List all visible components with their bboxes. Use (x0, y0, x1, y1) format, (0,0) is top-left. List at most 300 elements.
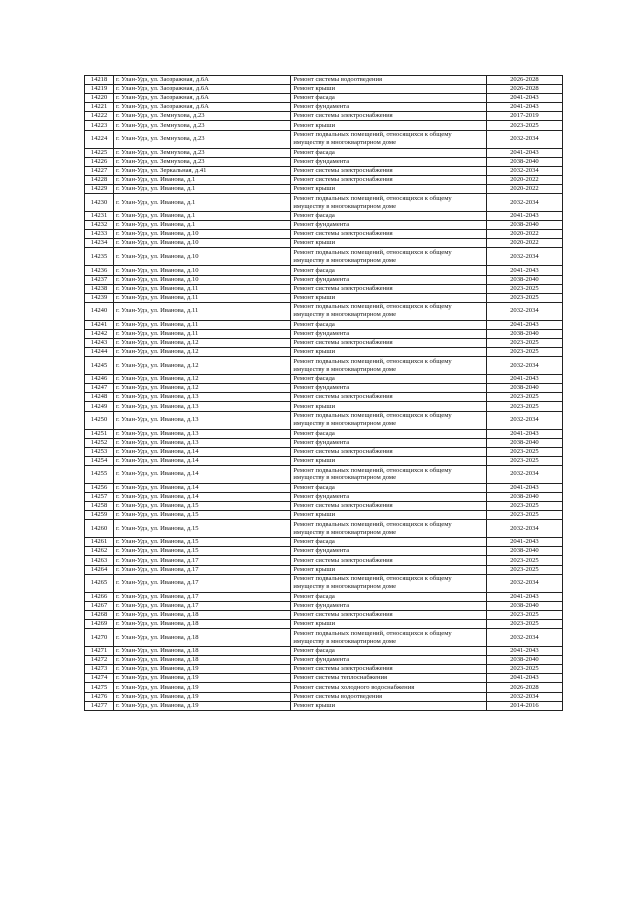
row-address: г. Улан-Удэ, ул. Иванова, д.15 (114, 538, 291, 547)
row-period: 2032-2034 (486, 357, 562, 375)
row-address: г. Улан-Удэ, ул. Иванова, д.11 (114, 302, 291, 320)
row-address: г. Улан-Удэ, ул. Иванова, д.1 (114, 221, 291, 230)
row-work-type (291, 629, 486, 647)
row-id: 14239 (85, 293, 114, 302)
row-id: 14276 (85, 692, 114, 701)
row-id: 14228 (85, 175, 114, 184)
row-address: г. Улан-Удэ, ул. Иванова, д.13 (114, 393, 291, 402)
row-period: 2023-2025 (486, 502, 562, 511)
row-work-type: Ремонт фасада (291, 538, 486, 547)
row-address: г. Улан-Удэ, ул. Иванова, д.14 (114, 465, 291, 483)
row-work-type-text: Ремонт подвальных помещений, относящихся к общему имуществу в многоквартирном доме (293, 520, 452, 536)
row-period: 2017-2019 (486, 112, 562, 121)
row-work-type (291, 520, 486, 538)
row-address: г. Улан-Удэ, ул. Иванова, д.11 (114, 329, 291, 338)
row-work-type-text: Ремонт подвальных помещений, относящихся к общему имуществу в многоквартирном доме (293, 249, 452, 264)
row-address: г. Улан-Удэ, ул. Иванова, д.19 (114, 674, 291, 683)
row-work-type-text: Ремонт подвальных помещений, относящихся к общему имуществу в многоквартирном доме (293, 466, 452, 482)
row-address: г. Улан-Удэ, ул. Иванова, д.14 (114, 483, 291, 492)
row-id: 14271 (85, 647, 114, 656)
row-id: 14245 (85, 357, 114, 375)
row-work-type: Ремонт фасада (291, 266, 486, 275)
row-address: г. Улан-Удэ, ул. Заозражная, д.6А (114, 103, 291, 112)
row-address: г. Улан-Удэ, ул. Иванова, д.13 (114, 411, 291, 429)
row-address: г. Улан-Удэ, ул. Заозражная, д.6А (114, 76, 291, 85)
row-id: 14221 (85, 103, 114, 112)
row-id: 14219 (85, 85, 114, 94)
row-period: 2026-2028 (486, 85, 562, 94)
row-period: 2032-2034 (486, 130, 562, 148)
row-id: 14237 (85, 275, 114, 284)
table-row (85, 429, 563, 438)
row-period: 2038-2040 (486, 438, 562, 447)
row-address: г. Улан-Удэ, ул. Иванова, д.12 (114, 384, 291, 393)
table-row (85, 447, 563, 456)
row-address: г. Улан-Удэ, ул. Зеркальная, д.41 (114, 166, 291, 175)
row-address: г. Улан-Удэ, ул. Иванова, д.14 (114, 447, 291, 456)
row-period: 2041-2043 (486, 592, 562, 601)
row-work-type-text: Ремонт подвальных помещений, относящихся к общему имуществу в многоквартирном доме (293, 131, 452, 147)
table-row (85, 275, 563, 284)
table-row (85, 456, 563, 465)
row-work-type (291, 194, 486, 212)
row-work-type: Ремонт фундамента (291, 157, 486, 166)
row-id: 14274 (85, 674, 114, 683)
row-period: 2041-2043 (486, 266, 562, 275)
row-id: 14270 (85, 629, 114, 647)
row-period: 2023-2025 (486, 348, 562, 357)
row-address: г. Улан-Удэ, ул. Иванова, д.17 (114, 556, 291, 565)
row-work-type (291, 248, 486, 266)
row-address: г. Улан-Удэ, ул. Иванова, д.13 (114, 402, 291, 411)
row-work-type: Ремонт крыши (291, 402, 486, 411)
row-id: 14269 (85, 619, 114, 628)
table-row (85, 592, 563, 601)
row-address: г. Улан-Удэ, ул. Земнухова, д.23 (114, 157, 291, 166)
row-address: г. Улан-Удэ, ул. Иванова, д.17 (114, 601, 291, 610)
row-work-type: Ремонт крыши (291, 348, 486, 357)
row-id: 14250 (85, 411, 114, 429)
row-id: 14242 (85, 329, 114, 338)
row-period: 2014-2016 (486, 701, 562, 710)
row-id: 14247 (85, 384, 114, 393)
row-period: 2023-2025 (486, 565, 562, 574)
row-work-type: Ремонт фасада (291, 429, 486, 438)
table-row (85, 502, 563, 511)
row-address: г. Улан-Удэ, ул. Иванова, д.17 (114, 565, 291, 574)
row-work-type: Ремонт системы электроснабжения (291, 166, 486, 175)
table-row (85, 94, 563, 103)
row-work-type: Ремонт фасада (291, 483, 486, 492)
row-work-type: Ремонт системы электроснабжения (291, 230, 486, 239)
row-id: 14273 (85, 665, 114, 674)
row-period: 2032-2034 (486, 411, 562, 429)
row-period: 2041-2043 (486, 94, 562, 103)
row-id: 14240 (85, 302, 114, 320)
row-address: г. Улан-Удэ, ул. Заозражная, д.6А (114, 94, 291, 103)
row-address: г. Улан-Удэ, ул. Иванова, д.10 (114, 248, 291, 266)
row-period: 2020-2022 (486, 239, 562, 248)
row-work-type: Ремонт системы водоотведения (291, 692, 486, 701)
table-row (85, 393, 563, 402)
row-work-type: Ремонт фундамента (291, 547, 486, 556)
row-id: 14230 (85, 194, 114, 212)
row-address: г. Улан-Удэ, ул. Иванова, д.10 (114, 239, 291, 248)
row-work-type: Ремонт фасада (291, 94, 486, 103)
row-address: г. Улан-Удэ, ул. Иванова, д.12 (114, 357, 291, 375)
row-period: 2032-2034 (486, 520, 562, 538)
row-id: 14243 (85, 338, 114, 347)
table-row (85, 610, 563, 619)
row-id: 14257 (85, 493, 114, 502)
row-id: 14264 (85, 565, 114, 574)
row-work-type: Ремонт фасада (291, 647, 486, 656)
row-address: г. Улан-Удэ, ул. Иванова, д.1 (114, 175, 291, 184)
row-work-type (291, 465, 486, 483)
table-row (85, 76, 563, 85)
table-row (85, 483, 563, 492)
row-work-type: Ремонт фундамента (291, 384, 486, 393)
row-period: 2038-2040 (486, 656, 562, 665)
table-row (85, 384, 563, 393)
table-row (85, 692, 563, 701)
repair-schedule-table (84, 75, 563, 711)
row-id: 14277 (85, 701, 114, 710)
table-row (85, 556, 563, 565)
row-address: г. Улан-Удэ, ул. Иванова, д.1 (114, 194, 291, 212)
row-period: 2023-2025 (486, 293, 562, 302)
row-address: г. Улан-Удэ, ул. Иванова, д.13 (114, 429, 291, 438)
row-address: г. Улан-Удэ, ул. Иванова, д.10 (114, 266, 291, 275)
row-work-type-text: Ремонт подвальных помещений, относящихся к общему имуществу в многоквартирном доме (293, 412, 452, 428)
row-work-type: Ремонт фундамента (291, 601, 486, 610)
row-id: 14267 (85, 601, 114, 610)
row-address: г. Улан-Удэ, ул. Иванова, д.12 (114, 375, 291, 384)
row-id: 14260 (85, 520, 114, 538)
row-period: 2032-2034 (486, 302, 562, 320)
row-work-type: Ремонт системы холодного водоснабжения (291, 683, 486, 692)
row-address: г. Улан-Удэ, ул. Земнухова, д.23 (114, 112, 291, 121)
row-id: 14218 (85, 76, 114, 85)
row-period: 2023-2025 (486, 121, 562, 130)
row-work-type: Ремонт крыши (291, 293, 486, 302)
table-row (85, 674, 563, 683)
row-address: г. Улан-Удэ, ул. Иванова, д.18 (114, 629, 291, 647)
row-id: 14232 (85, 221, 114, 230)
row-work-type: Ремонт системы электроснабжения (291, 112, 486, 121)
row-address: г. Улан-Удэ, ул. Иванова, д.1 (114, 184, 291, 193)
row-address: г. Улан-Удэ, ул. Заозражная, д.6А (114, 85, 291, 94)
row-id: 14256 (85, 483, 114, 492)
row-period: 2041-2043 (486, 375, 562, 384)
row-address: г. Улан-Удэ, ул. Иванова, д.15 (114, 511, 291, 520)
row-id: 14220 (85, 94, 114, 103)
row-period: 2038-2040 (486, 493, 562, 502)
table-row (85, 175, 563, 184)
row-address: г. Улан-Удэ, ул. Иванова, д.1 (114, 212, 291, 221)
row-address: г. Улан-Удэ, ул. Иванова, д.18 (114, 619, 291, 628)
row-work-type: Ремонт фасада (291, 148, 486, 157)
row-period: 2023-2025 (486, 556, 562, 565)
row-address: г. Улан-Удэ, ул. Иванова, д.18 (114, 647, 291, 656)
row-id: 14236 (85, 266, 114, 275)
table-row (85, 538, 563, 547)
row-work-type: Ремонт фасада (291, 375, 486, 384)
row-id: 14223 (85, 121, 114, 130)
row-id: 14268 (85, 610, 114, 619)
row-id: 14244 (85, 348, 114, 357)
table-row (85, 411, 563, 429)
row-period: 2023-2025 (486, 619, 562, 628)
table-row (85, 166, 563, 175)
row-work-type: Ремонт системы электроснабжения (291, 175, 486, 184)
row-period: 2032-2034 (486, 194, 562, 212)
row-period: 2038-2040 (486, 601, 562, 610)
row-period: 2032-2034 (486, 248, 562, 266)
table-row (85, 565, 563, 574)
table-row (85, 511, 563, 520)
row-work-type-text: Ремонт подвальных помещений, относящихся к общему имуществу в многоквартирном доме (293, 629, 452, 645)
row-period: 2023-2025 (486, 393, 562, 402)
table-row (85, 266, 563, 275)
table-row (85, 701, 563, 710)
row-work-type: Ремонт системы электроснабжения (291, 665, 486, 674)
row-work-type-text: Ремонт подвальных помещений, относящихся к общему имуществу в многоквартирном доме (293, 357, 452, 373)
table-row (85, 338, 563, 347)
row-period: 2038-2040 (486, 384, 562, 393)
table-row (85, 239, 563, 248)
row-id: 14275 (85, 683, 114, 692)
repair-schedule-body (85, 76, 563, 711)
table-row (85, 547, 563, 556)
row-address: г. Улан-Удэ, ул. Иванова, д.18 (114, 610, 291, 619)
table-row (85, 302, 563, 320)
row-address: г. Улан-Удэ, ул. Иванова, д.14 (114, 493, 291, 502)
row-address: г. Улан-Удэ, ул. Иванова, д.14 (114, 456, 291, 465)
row-address: г. Улан-Удэ, ул. Иванова, д.10 (114, 275, 291, 284)
table-row (85, 293, 563, 302)
row-address: г. Улан-Удэ, ул. Иванова, д.15 (114, 520, 291, 538)
row-work-type: Ремонт системы теплоснабжения (291, 674, 486, 683)
row-address: г. Улан-Удэ, ул. Иванова, д.17 (114, 592, 291, 601)
row-id: 14235 (85, 248, 114, 266)
row-id: 14233 (85, 230, 114, 239)
row-period: 2041-2043 (486, 483, 562, 492)
row-period: 2032-2034 (486, 465, 562, 483)
table-row (85, 656, 563, 665)
row-period: 2023-2025 (486, 665, 562, 674)
row-period: 2032-2034 (486, 692, 562, 701)
row-period: 2041-2043 (486, 674, 562, 683)
row-address: г. Улан-Удэ, ул. Иванова, д.19 (114, 701, 291, 710)
table-row (85, 329, 563, 338)
row-address: г. Улан-Удэ, ул. Иванова, д.19 (114, 692, 291, 701)
row-period: 2023-2025 (486, 511, 562, 520)
row-work-type: Ремонт системы водоотведения (291, 76, 486, 85)
row-work-type: Ремонт крыши (291, 619, 486, 628)
row-id: 14225 (85, 148, 114, 157)
table-row (85, 121, 563, 130)
row-period: 2023-2025 (486, 402, 562, 411)
table-row (85, 103, 563, 112)
table-row (85, 157, 563, 166)
table-row (85, 348, 563, 357)
table-row (85, 248, 563, 266)
row-id: 14259 (85, 511, 114, 520)
row-address: г. Улан-Удэ, ул. Иванова, д.15 (114, 502, 291, 511)
row-address: г. Улан-Удэ, ул. Земнухова, д.23 (114, 121, 291, 130)
row-address: г. Улан-Удэ, ул. Иванова, д.19 (114, 683, 291, 692)
row-id: 14252 (85, 438, 114, 447)
row-period: 2041-2043 (486, 148, 562, 157)
row-work-type: Ремонт крыши (291, 511, 486, 520)
table-row (85, 629, 563, 647)
table-row (85, 520, 563, 538)
row-work-type: Ремонт фундамента (291, 221, 486, 230)
table-row (85, 647, 563, 656)
row-work-type: Ремонт крыши (291, 565, 486, 574)
row-id: 14266 (85, 592, 114, 601)
row-work-type: Ремонт фундамента (291, 329, 486, 338)
row-work-type: Ремонт фасада (291, 320, 486, 329)
table-row (85, 375, 563, 384)
table-row (85, 402, 563, 411)
row-work-type (291, 574, 486, 592)
row-period: 2032-2034 (486, 629, 562, 647)
row-work-type: Ремонт системы электроснабжения (291, 502, 486, 511)
row-id: 14238 (85, 284, 114, 293)
row-id: 14246 (85, 375, 114, 384)
table-row (85, 619, 563, 628)
row-work-type: Ремонт крыши (291, 701, 486, 710)
table-row (85, 85, 563, 94)
row-period: 2032-2034 (486, 166, 562, 175)
row-period: 2038-2040 (486, 547, 562, 556)
row-work-type-text: Ремонт подвальных помещений, относящихся к общему имуществу в многоквартирном доме (293, 303, 452, 319)
row-work-type: Ремонт фундамента (291, 275, 486, 284)
row-id: 14241 (85, 320, 114, 329)
row-address: г. Улан-Удэ, ул. Иванова, д.12 (114, 348, 291, 357)
table-row (85, 130, 563, 148)
row-id: 14229 (85, 184, 114, 193)
table-row (85, 574, 563, 592)
row-work-type: Ремонт фасада (291, 592, 486, 601)
row-id: 14249 (85, 402, 114, 411)
row-address: г. Улан-Удэ, ул. Земнухова, д.23 (114, 130, 291, 148)
row-period: 2023-2025 (486, 456, 562, 465)
row-address: г. Улан-Удэ, ул. Иванова, д.15 (114, 547, 291, 556)
row-period: 2032-2034 (486, 574, 562, 592)
row-id: 14231 (85, 212, 114, 221)
table-row (85, 601, 563, 610)
row-work-type: Ремонт системы электроснабжения (291, 447, 486, 456)
row-address: г. Улан-Удэ, ул. Иванова, д.13 (114, 438, 291, 447)
row-work-type: Ремонт фасада (291, 212, 486, 221)
row-period: 2023-2025 (486, 610, 562, 619)
row-work-type: Ремонт крыши (291, 121, 486, 130)
row-period: 2023-2025 (486, 447, 562, 456)
table-row (85, 320, 563, 329)
row-work-type (291, 411, 486, 429)
table-row (85, 438, 563, 447)
table-row (85, 465, 563, 483)
row-period: 2041-2043 (486, 103, 562, 112)
row-address: г. Улан-Удэ, ул. Иванова, д.11 (114, 320, 291, 329)
row-period: 2026-2028 (486, 683, 562, 692)
row-id: 14255 (85, 465, 114, 483)
table-row (85, 683, 563, 692)
row-period: 2038-2040 (486, 157, 562, 166)
row-id: 14222 (85, 112, 114, 121)
row-work-type-text: Ремонт подвальных помещений, относящихся к общему имуществу в многоквартирном доме (293, 575, 452, 591)
table-row (85, 665, 563, 674)
table-row (85, 493, 563, 502)
row-period: 2020-2022 (486, 184, 562, 193)
row-id: 14253 (85, 447, 114, 456)
row-period: 2041-2043 (486, 320, 562, 329)
row-period: 2026-2028 (486, 76, 562, 85)
table-row (85, 148, 563, 157)
row-work-type: Ремонт крыши (291, 184, 486, 193)
row-id: 14258 (85, 502, 114, 511)
row-work-type: Ремонт крыши (291, 239, 486, 248)
table-row (85, 230, 563, 239)
row-id: 14272 (85, 656, 114, 665)
table-row (85, 212, 563, 221)
row-work-type: Ремонт системы электроснабжения (291, 393, 486, 402)
row-period: 2023-2025 (486, 284, 562, 293)
row-address: г. Улан-Удэ, ул. Земнухова, д.23 (114, 148, 291, 157)
row-address: г. Улан-Удэ, ул. Иванова, д.18 (114, 656, 291, 665)
row-period: 2041-2043 (486, 647, 562, 656)
table-row (85, 221, 563, 230)
row-work-type: Ремонт системы электроснабжения (291, 556, 486, 565)
row-address: г. Улан-Удэ, ул. Иванова, д.11 (114, 293, 291, 302)
row-work-type: Ремонт фундамента (291, 103, 486, 112)
table-row (85, 357, 563, 375)
row-period: 2020-2022 (486, 230, 562, 239)
row-id: 14234 (85, 239, 114, 248)
row-work-type: Ремонт крыши (291, 85, 486, 94)
row-work-type: Ремонт фундамента (291, 493, 486, 502)
row-id: 14265 (85, 574, 114, 592)
table-row (85, 194, 563, 212)
row-period: 2041-2043 (486, 429, 562, 438)
row-id: 14227 (85, 166, 114, 175)
row-id: 14254 (85, 456, 114, 465)
row-address: г. Улан-Удэ, ул. Иванова, д.11 (114, 284, 291, 293)
row-period: 2038-2040 (486, 221, 562, 230)
table-row (85, 284, 563, 293)
row-id: 14248 (85, 393, 114, 402)
row-id: 14262 (85, 547, 114, 556)
table-row (85, 112, 563, 121)
row-id: 14224 (85, 130, 114, 148)
row-period: 2020-2022 (486, 175, 562, 184)
row-address: г. Улан-Удэ, ул. Иванова, д.12 (114, 338, 291, 347)
row-address: г. Улан-Удэ, ул. Иванова, д.19 (114, 665, 291, 674)
row-id: 14261 (85, 538, 114, 547)
row-id: 14251 (85, 429, 114, 438)
row-work-type: Ремонт системы электроснабжения (291, 338, 486, 347)
row-period: 2038-2040 (486, 329, 562, 338)
row-period: 2038-2040 (486, 275, 562, 284)
row-work-type: Ремонт системы электроснабжения (291, 610, 486, 619)
row-work-type (291, 302, 486, 320)
row-work-type (291, 130, 486, 148)
row-work-type: Ремонт фундамента (291, 438, 486, 447)
table-row (85, 184, 563, 193)
